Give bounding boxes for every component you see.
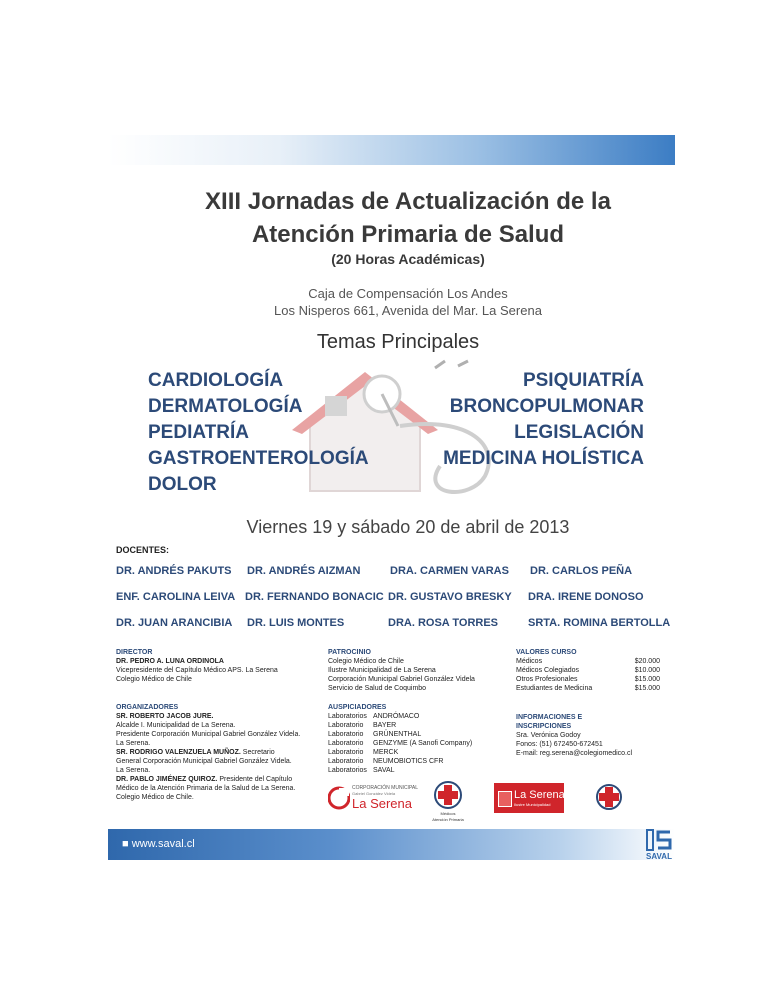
director-section bbox=[116, 648, 278, 684]
docentes-label: DOCENTES: bbox=[116, 545, 170, 555]
saval-logo bbox=[644, 829, 674, 863]
organizer-name: DR. PABLO JIMÉNEZ QUIROZ. bbox=[116, 776, 218, 783]
venue-address: Los Nisperos 661, Avenida del Mar. La Serena bbox=[274, 303, 542, 318]
medical-cross-badge-icon bbox=[433, 780, 463, 810]
organizer-name: SR. ROBERTO JACOB JURE. bbox=[116, 713, 214, 720]
valores-section bbox=[516, 648, 660, 693]
medicos-aps-logo bbox=[425, 780, 471, 824]
corp-label: CORPORACIÓN MUNICIPAL bbox=[352, 785, 419, 791]
docente-name: DRA. IRENE DONOSO bbox=[528, 591, 644, 603]
colegio-medico-badge-icon bbox=[595, 782, 623, 812]
serena-name: La Serena bbox=[514, 789, 565, 801]
docente-name: DR. CARLOS PEÑA bbox=[530, 565, 633, 577]
docente-name: DR. LUIS MONTES bbox=[247, 617, 345, 629]
lab-item bbox=[328, 757, 472, 766]
organizadores-heading: ORGANIZADORES bbox=[116, 704, 179, 711]
lab-type: Laboratorios bbox=[328, 713, 367, 720]
corp-sublabel: Gabriel González Videla bbox=[352, 791, 396, 796]
sponsor-item: Corporación Municipal Gabriel González Videla bbox=[328, 676, 475, 683]
organizer-role: La Serena. bbox=[116, 740, 151, 747]
website-link[interactable]: ■ www.saval.cl bbox=[122, 838, 195, 850]
docente-name: DR. GUSTAVO BRESKY bbox=[388, 591, 512, 603]
organizer-role: Colegio Médico de Chile. bbox=[116, 794, 194, 801]
organizadores-section bbox=[116, 703, 300, 802]
lab-item bbox=[328, 730, 472, 739]
docente-name: DRA. ROSA TORRES bbox=[388, 617, 499, 629]
docente-name: ENF. CAROLINA LEIVA bbox=[116, 591, 236, 603]
lab-name: GRÜNENTHAL bbox=[373, 731, 422, 738]
sponsor-item: Colegio Médico de Chile bbox=[328, 658, 404, 665]
event-dates: Viernes 19 y sábado 20 de abril de 2013 bbox=[246, 517, 570, 537]
price-row bbox=[516, 666, 660, 675]
price-value: $10.000 bbox=[634, 667, 660, 674]
auspiciadores-heading: AUSPICIADORES bbox=[328, 704, 387, 711]
saval-brand: SAVAL bbox=[646, 852, 672, 861]
organizer-role: La Serena. bbox=[116, 767, 151, 774]
lab-name: BAYER bbox=[373, 722, 397, 729]
organizer-entry bbox=[116, 775, 300, 784]
contact-name: Sra. Verónica Godoy bbox=[516, 732, 581, 739]
lab-name: GENZYME (A Sanofi Company) bbox=[373, 740, 473, 747]
price-value: $15.000 bbox=[634, 676, 660, 683]
corporacion-emblem-icon bbox=[328, 785, 350, 811]
topic-item: DOLOR bbox=[148, 474, 217, 495]
lab-item bbox=[328, 721, 472, 730]
saval-mark-icon bbox=[646, 829, 672, 851]
topic-item: BRONCOPULMONAR bbox=[449, 396, 644, 417]
lab-name: ANDRÓMACO bbox=[373, 713, 420, 720]
lab-type: Laboratorio bbox=[328, 758, 364, 765]
organizer-role: Presidente Corporación Municipal Gabriel González Videla. bbox=[116, 731, 301, 738]
topic-item: GASTROENTEROLOGÍA bbox=[148, 448, 369, 469]
lab-item bbox=[328, 766, 472, 775]
contact-email: E-mail: reg.serena@colegiomedico.cl bbox=[516, 750, 633, 757]
docente-name: DRA. CARMEN VARAS bbox=[390, 565, 509, 577]
director-heading: DIRECTOR bbox=[116, 649, 153, 656]
lab-name: NEUMOBIOTICS CFR bbox=[373, 758, 444, 765]
lab-type: Laboratorio bbox=[328, 731, 364, 738]
director-org: Colegio Médico de Chile bbox=[116, 676, 192, 683]
contact-phones: Fonos: (51) 672450-672451 bbox=[516, 741, 603, 748]
organizer-title: Secretario bbox=[240, 749, 275, 756]
lab-type: Laboratorios bbox=[328, 767, 367, 774]
docente-name: DR. JUAN ARANCIBIA bbox=[116, 617, 233, 629]
topics-left-list bbox=[148, 368, 369, 498]
lab-item bbox=[328, 712, 472, 721]
organizer-role: Médico de la Atención Primaria de la Salud de La Serena. bbox=[116, 785, 296, 792]
director-role: Vicepresidente del Capítulo Médico APS. La Serena bbox=[116, 667, 278, 674]
organizer-entry bbox=[116, 748, 300, 757]
organizer-name: SR. RODRIGO VALENZUELA MUÑOZ. bbox=[116, 749, 241, 756]
la-serena-municipal-logo bbox=[494, 783, 564, 813]
lab-item bbox=[328, 748, 472, 757]
price-label: Médicos Colegiados bbox=[516, 667, 580, 674]
director-name: DR. PEDRO A. LUNA ORDINOLA bbox=[116, 658, 224, 665]
price-label: Médicos bbox=[516, 658, 543, 665]
info-heading: INSCRIPCIONES bbox=[516, 723, 572, 730]
serena-sublabel: Ilustre Municipalidad bbox=[514, 802, 551, 807]
price-row bbox=[516, 657, 660, 666]
docente-name: DR. FERNANDO BONACIC bbox=[245, 591, 384, 603]
lab-type: Laboratorio bbox=[328, 749, 364, 756]
shield-icon bbox=[498, 791, 512, 807]
topics-heading: Temas Principales bbox=[316, 331, 480, 353]
organizer-title: Presidente del Capítulo bbox=[217, 776, 293, 783]
lab-name: SAVAL bbox=[373, 767, 395, 774]
lab-item bbox=[328, 739, 472, 748]
patrocinio-section bbox=[328, 648, 475, 693]
patrocinio-heading: PATROCINIO bbox=[328, 649, 371, 656]
organizer-role: General Corporación Municipal Gabriel González Videla. bbox=[116, 758, 292, 765]
topic-item: CARDIOLOGÍA bbox=[148, 370, 284, 391]
price-label: Estudiantes de Medicina bbox=[516, 685, 593, 692]
subtitle: (20 Horas Académicas) bbox=[331, 251, 485, 267]
sponsor-item: Ilustre Municipalidad de La Serena bbox=[328, 667, 436, 674]
medicos-sublabel: Atención Primaria bbox=[432, 817, 464, 822]
top-gradient-bar bbox=[108, 135, 675, 165]
docente-name: SRTA. ROMINA BERTOLLA bbox=[528, 617, 671, 629]
topic-item: PEDIATRÍA bbox=[148, 422, 249, 443]
corporacion-municipal-logo bbox=[328, 783, 420, 813]
corp-name: La Serena bbox=[352, 796, 412, 811]
organizer-role: Alcalde I. Municipalidad de La Serena. bbox=[116, 722, 236, 729]
price-value: $20.000 bbox=[634, 658, 660, 665]
price-row bbox=[516, 684, 660, 693]
docente-name: DR. ANDRÉS PAKUTS bbox=[116, 565, 232, 577]
informaciones-section bbox=[516, 713, 632, 758]
sponsor-item: Servicio de Salud de Coquimbo bbox=[328, 685, 427, 692]
topics-right-list bbox=[443, 368, 644, 472]
topic-item: DERMATOLOGÍA bbox=[148, 396, 303, 417]
lab-type: Laboratorio bbox=[328, 740, 364, 747]
valores-heading: VALORES CURSO bbox=[516, 649, 577, 656]
medicos-label: Médicos bbox=[440, 811, 456, 816]
auspiciadores-section bbox=[328, 703, 472, 775]
venue-name: Caja de Compensación Los Andes bbox=[308, 286, 508, 301]
price-value: $15.000 bbox=[634, 685, 660, 692]
docente-name: DR. ANDRÉS AIZMAN bbox=[247, 565, 361, 577]
lab-type: Laboratorio bbox=[328, 722, 364, 729]
title-line-1: XIII Jornadas de Actualización de la bbox=[205, 188, 611, 215]
topic-item: PSIQUIATRÍA bbox=[522, 370, 644, 391]
topic-item: MEDICINA HOLÍSTICA bbox=[443, 448, 644, 469]
lab-name: MERCK bbox=[373, 749, 399, 756]
price-row bbox=[516, 675, 660, 684]
info-heading: INFORMACIONES E bbox=[516, 714, 583, 721]
topic-item: LEGISLACIÓN bbox=[514, 422, 644, 443]
title-line-2: Atención Primaria de Salud bbox=[251, 221, 565, 248]
price-label: Otros Profesionales bbox=[516, 676, 578, 683]
